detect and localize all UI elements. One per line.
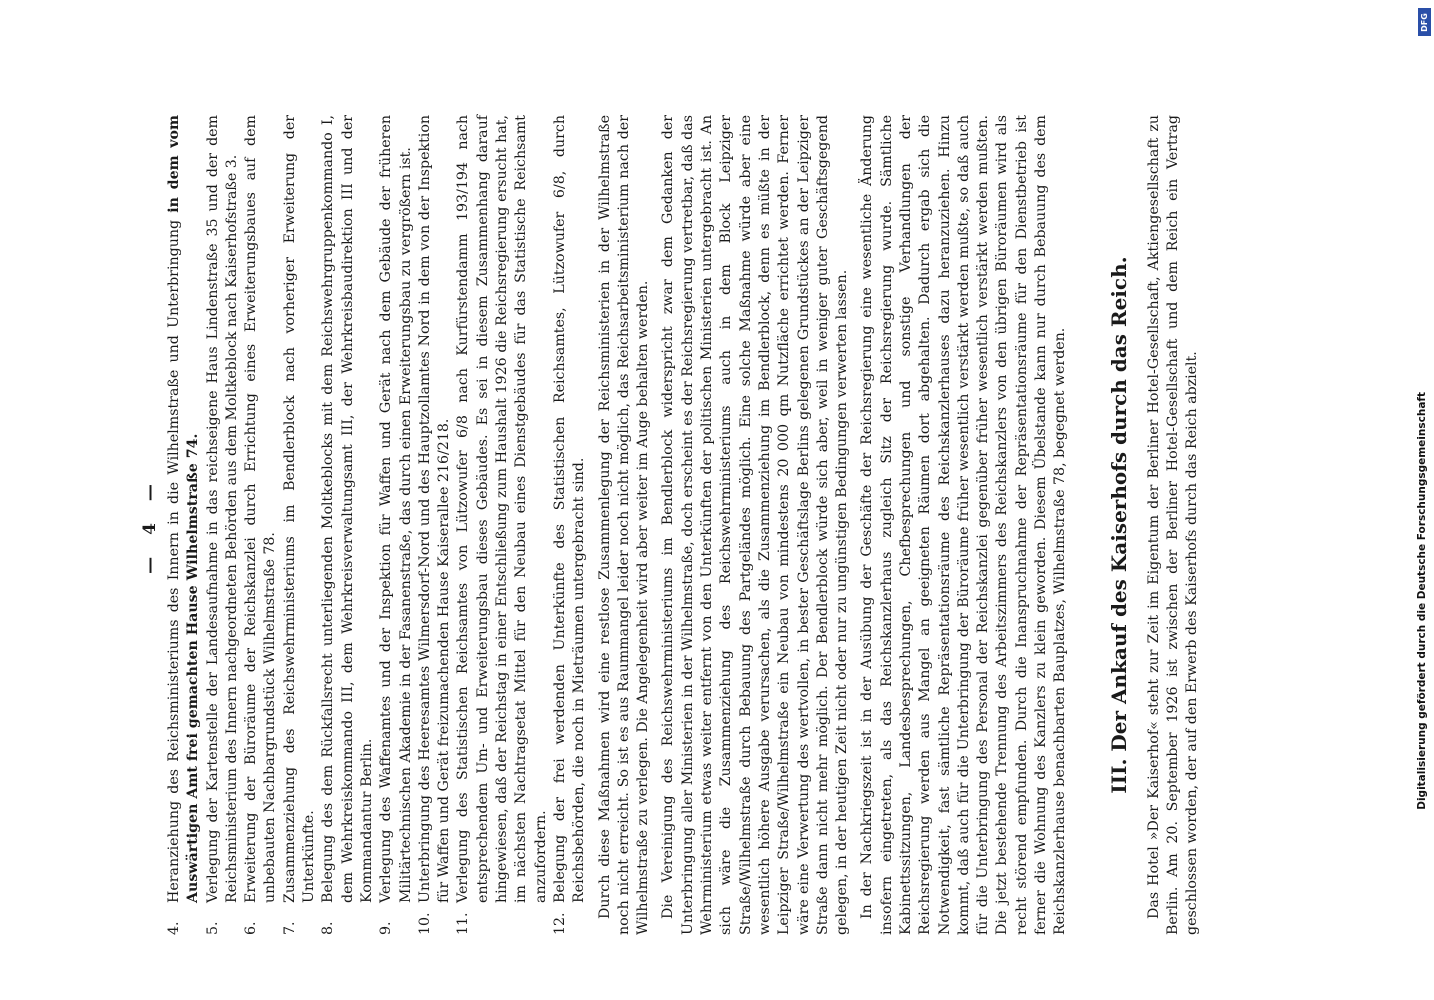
list-item bbox=[416, 115, 455, 935]
list-item-body: Unterbringung des Heeresamtes Wilmersdorf-Nord und des Hauptzollamtes Nord in dem von der Inspektion für Waffen und Gerät freizumachenden Hause Kaiserallee 216/218. bbox=[416, 115, 453, 903]
list-item-body: Verlegung des Waffenamtes und der Inspektion für Waffen und Gerät nach dem Gebäude der früheren Militärtechnischen Akademie in der Fasanenstraße, das durch einen Erweiterungsbau zu vergrößern ist. bbox=[378, 115, 414, 903]
list-item bbox=[242, 115, 281, 935]
list-item-number: 8. bbox=[320, 921, 337, 935]
list-item-number: 9. bbox=[378, 921, 395, 935]
body-paragraph: Die Vereinigung des Reichswehrministeriums im Bendlerblock widerspricht zwar dem Gedanken der Unterbringung aller Ministerien in der Wilhelmstraße, doch erscheint es der Reichsregierung vertretbar, daß das Wehrministerium etwas weiter entfernt von den Unterkünften der politischen Ministerien untergebracht ist. An sich wäre die Zusammenziehung des Reichswehrministeriums auch in dem Block Leipziger Straße/Wilhelmstraße durch Bebauung des Partgeländes möglich. Eine solche Maßnahme würde aber eine wesentlich höhere Ausgabe verursachen, als die Zusammenziehung im Bendlerblock, denn es müßte in der Leipziger Straße/Wilhelmstraße ein Neubau von mindestens 20 000 qm Nutzfläche errichtet werden. Ferner wäre eine Verwertung des wertvollen, in bester Geschäftslage Berlins gelegenen Grundstückes an der Leipziger Straße dann nicht mehr möglich. Der Bendlerblock würde sich aber, weil in weniger guter Geschäftsgegend gelegen, in der heutigen Zeit nicht oder nur zu ungünstigen Bedingungen verwerten lassen. bbox=[660, 115, 851, 935]
page-number: — 4 — bbox=[140, 476, 160, 574]
rotated-page bbox=[135, 115, 1300, 935]
list-item-number: 12. bbox=[551, 912, 568, 935]
sidebar bbox=[1414, 392, 1430, 992]
list-item-body: Verlegung des Statistischen Reichsamtes von Lützowufer 6/8 nach Kurfürstendamm 193/194 nach entsprechendem Um- und Erweiterungsbau dieses Gebäudes. Es sei in diesem Zusammenhang darauf hingewiesen, daß der Reichstag in einer Entschließung zum Haushalt 1926 die Reichsregierung ersucht hat, im nächsten Nachtragsetat Mittel für den Neubau eines Dienstgebäudes für das Statistische Reichsamt anzufordern. bbox=[455, 115, 549, 903]
list-item bbox=[551, 115, 590, 935]
final-paragraph: Das Hotel »Der Kaiserhof« steht zur Zeit im Eigentum der Berliner Hotel-Gesellschaft, Aktiengesellschaft zu Berlin. Am 20. September 1926 ist zwischen der Berliner Hotel-Gesellschaft und dem Reich ein Vertrag geschlossen worden, der auf den Erwerb des Kaiserhofs durch das Reich abzielt. bbox=[1145, 115, 1201, 935]
sidebar-credit: Digitalisierung gefördert durch die Deutsche Forschungsgemeinschaft bbox=[1416, 392, 1428, 810]
list-item-number: 11. bbox=[455, 912, 472, 935]
list-item bbox=[454, 115, 550, 935]
list-item-text bbox=[551, 115, 590, 903]
list-item-text bbox=[377, 115, 416, 903]
list-item-body: Belegung der frei werdenden Unterkünfte des Statistischen Reichsamtes, Lützowufer 6/8, durch Reichsbehörden, die noch in Mieträumen untergebracht sind. bbox=[551, 115, 588, 903]
list-item-body: Zusammenziehung des Reichswehrministeriums im Bendlerblock nach vorheriger Erweiterung der Unterkünfte. bbox=[281, 115, 318, 903]
body-paragraph: In der Nachkriegszeit ist in der Ausübung der Geschäfte der Reichsregierung eine wesentliche Änderung insofern eingetreten, als das Reichskanzlerhaus zugleich Sitz der Reichsregierung wurde. Sämtliche Kabinettssitzungen, Landesbesprechungen, Chefbesprechungen und sonstige Verhandlungen der Reichsregierung werden aus Mangel an geeigneten Räumen dort abgehalten. Dadurch ergab sich die Notwendigkeit, fast sämtliche Repräsentationsräume des Reichskanzlerhauses dazu heranzuziehen. Hinzu kommt, daß auch für die Unterbringung der Büroräume früher wesentlich verstärkt werden mußte, so daß auch für die Unterbringung des Personal der Reichskanzlei gegenüber früher wesentlich verstärkt werden mußten. Die jetzt bestehende Trennung des Arbeitszimmers des Reichskanzlers von den übrigen Büroräumen wird als recht störend empfunden. Durch die Inanspruchnahme der Repräsentationsräume für den Dienstbetrieb ist ferner die Wohnung des Kanzlers zu klein geworden. Diesem Übelstande kann nur durch Bebauung des dem Reichskanzlerhause benachbarten Bauplatzes, Wilhelmstraße 78, begegnet werden. bbox=[859, 115, 1069, 935]
list-item-body: Verlegung der Kartenstelle der Landesaufnahme in das reichseigene Haus Lindenstraße 35 und der dem Reichsministerium des Innern nachgeordneten Behörden aus dem Moltkeblock nach Kaiserhofstraße 3. bbox=[204, 115, 240, 903]
list-item-text bbox=[165, 115, 204, 903]
list-item-body: Heranziehung des Reichsministeriums des Innern in die Wilhelmstraße und Unterbringung bbox=[166, 219, 182, 903]
list-item-text bbox=[281, 115, 320, 903]
list-item-bold: in dem vom Auswärtigen Amt frei gemachten Hause Wilhelmstraße 74. bbox=[166, 115, 202, 903]
list-item-number: 10. bbox=[416, 912, 433, 935]
list-item bbox=[204, 115, 243, 935]
list-item bbox=[281, 115, 320, 935]
list-item-text bbox=[319, 115, 377, 903]
body-paragraph: Durch diese Maßnahmen wird eine restlose Zusammenlegung der Reichsministerien in der Wilhelmstraße noch nicht erreicht. So ist es aus Raummangel leider noch nicht möglich, das Reichsarbeitsministerium nach der Wilhelmstraße zu verlegen. Die Angelegenheit wird aber weiter im Auge behalten werden. bbox=[596, 115, 652, 935]
section-heading: III. Der Ankauf des Kaiserhofs durch das Reich. bbox=[1106, 256, 1131, 794]
list-item bbox=[377, 115, 416, 935]
list-item bbox=[165, 115, 204, 935]
list-item-number: 5. bbox=[204, 921, 221, 935]
list-item-text bbox=[204, 115, 243, 903]
list-item bbox=[319, 115, 377, 935]
list-item-text bbox=[454, 115, 550, 903]
list-item-number: 7. bbox=[281, 921, 298, 935]
body-paragraphs bbox=[596, 115, 1071, 935]
dfg-logo-text: DFG bbox=[1420, 12, 1430, 32]
list-item-body: Belegung des dem Rückfallsrecht unterliegenden Moltkeblocks mit dem Reichswehrgruppenkommando I, dem Wehrkreiskommando III, dem Wehrkreisverwaltungsamt III, der Wehrkreisbaudirektion III und der Kommandantur Berlin. bbox=[320, 115, 375, 903]
list-item-number: 6. bbox=[243, 921, 260, 935]
list-item-body: Erweiterung der Büroräume der Reichskanzlei durch Errichtung eines Erweiterungsbaues auf dem unbebauten Nachbargrundstück Wilhelmstraße 78. bbox=[243, 115, 279, 903]
numbered-list bbox=[165, 115, 590, 935]
dfg-logo bbox=[1418, 8, 1431, 36]
list-item-text bbox=[242, 115, 281, 903]
list-item-number: 4. bbox=[166, 921, 182, 935]
list-item-text bbox=[416, 115, 455, 903]
